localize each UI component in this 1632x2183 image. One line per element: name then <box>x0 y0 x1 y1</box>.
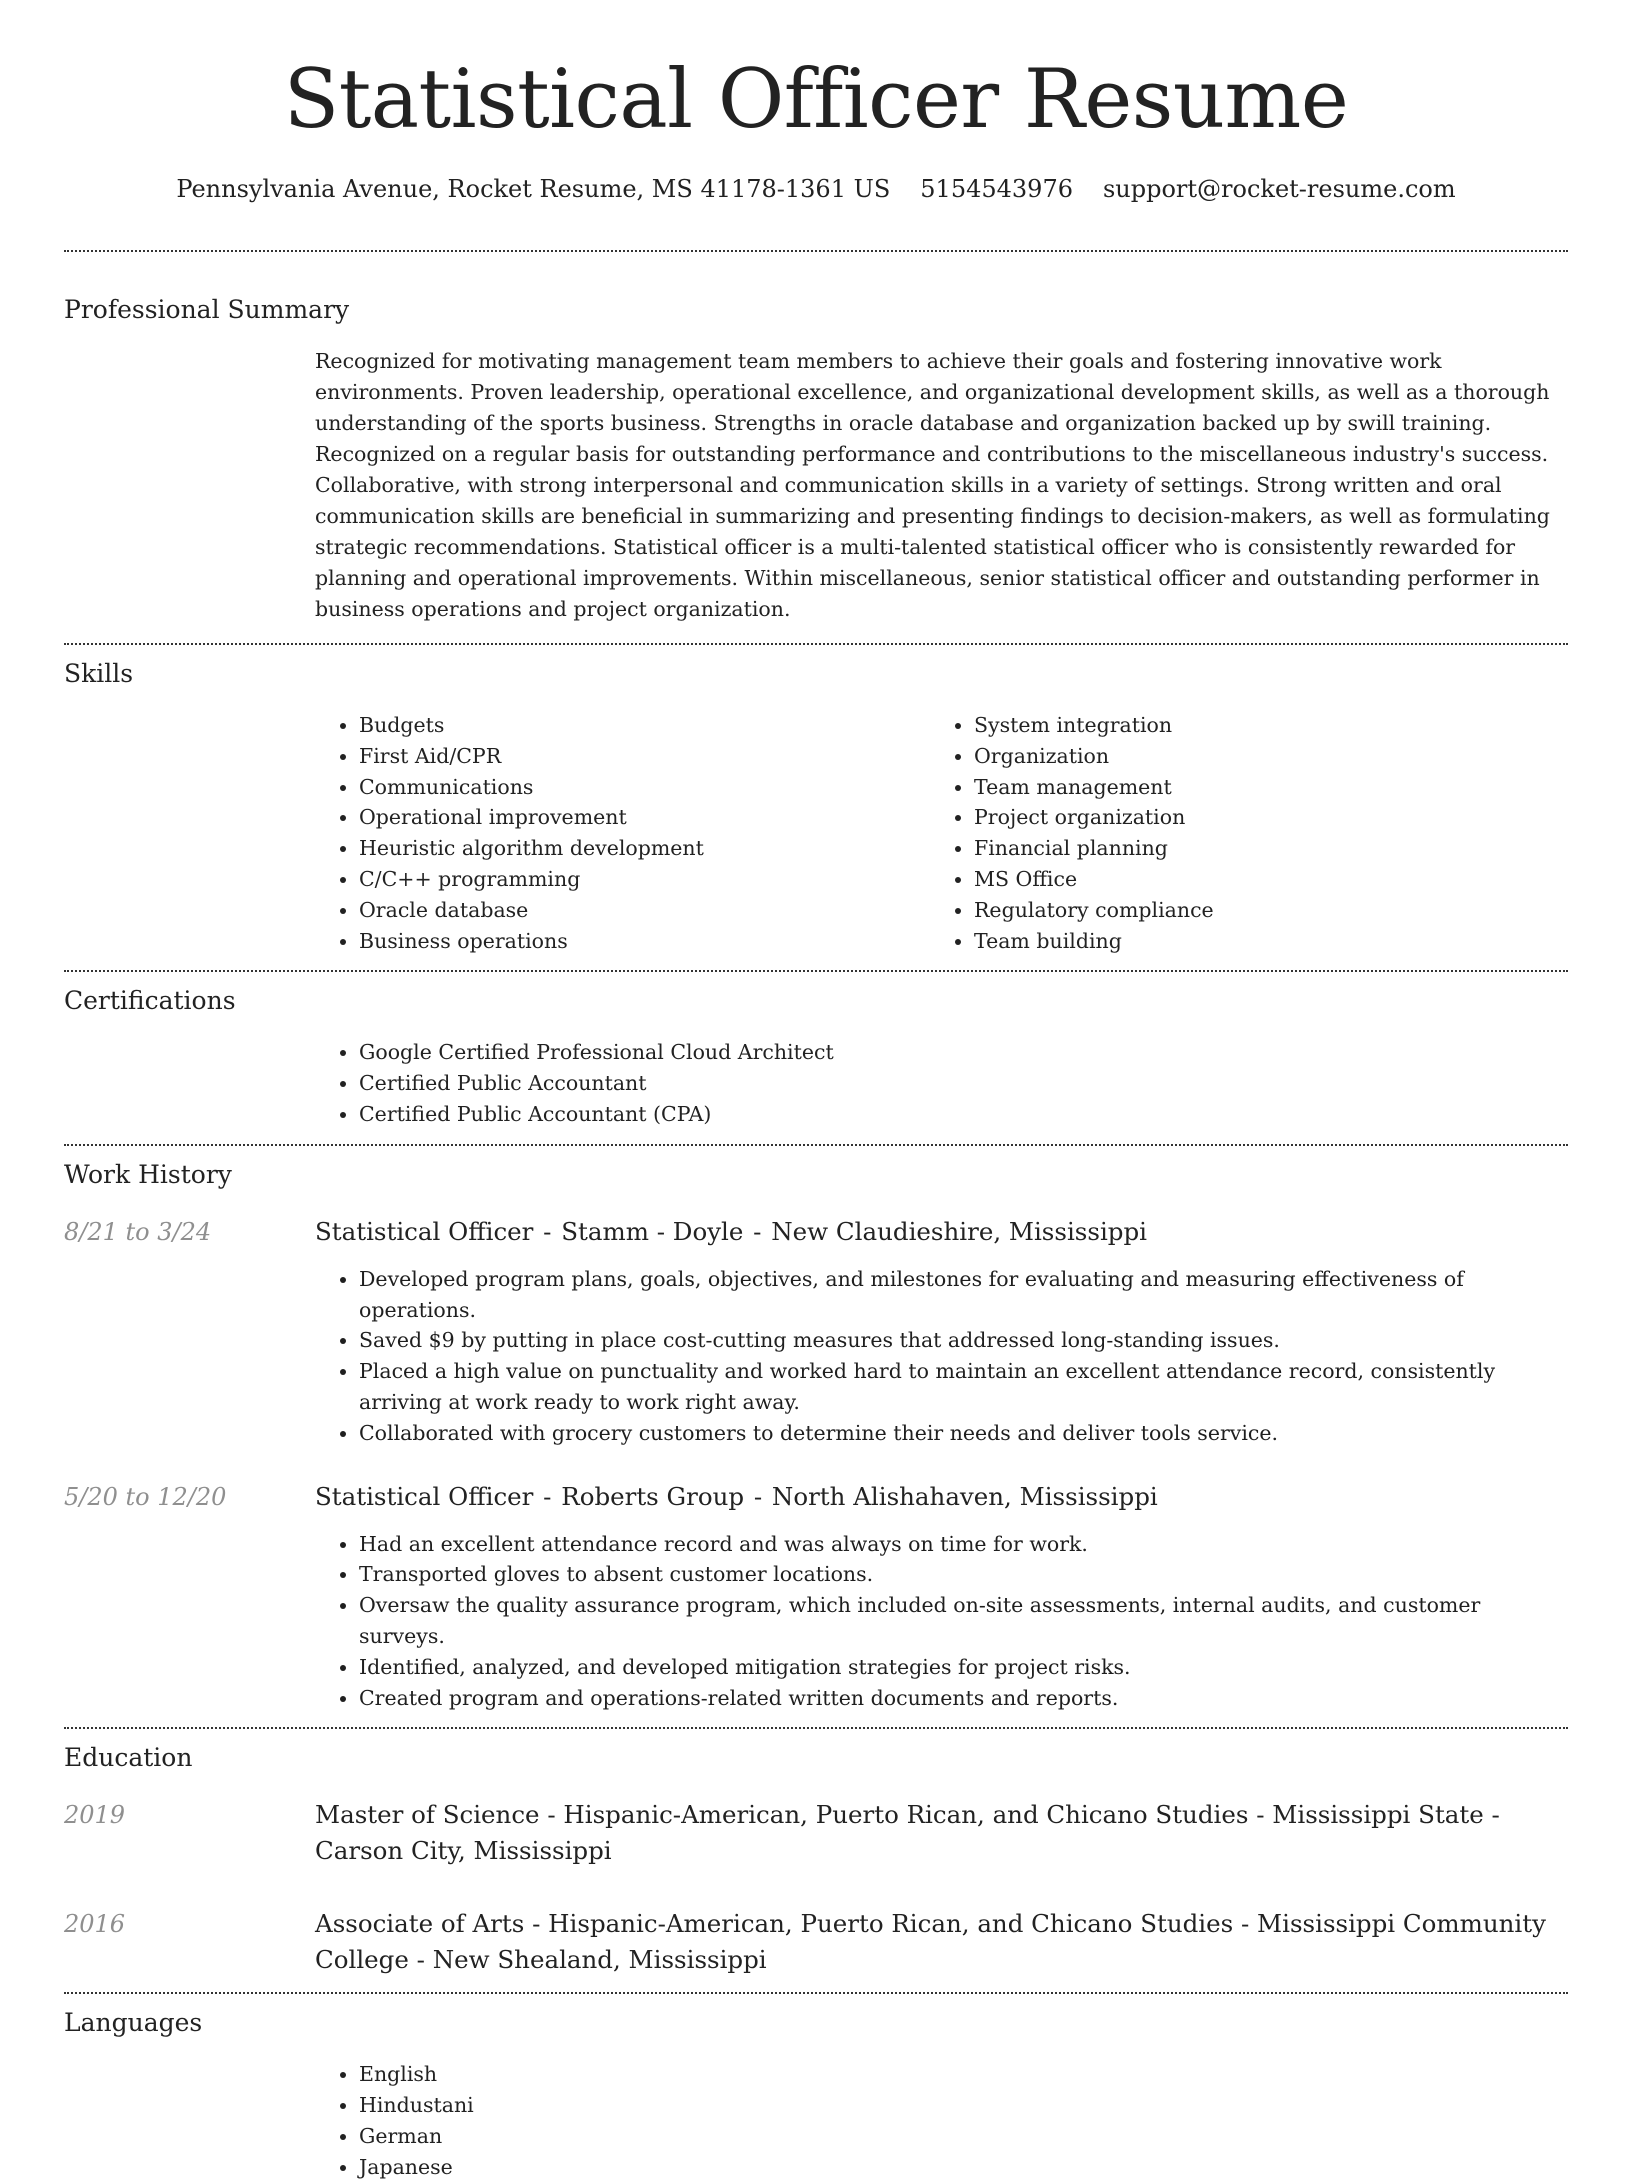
skills-column-right <box>930 710 1545 956</box>
resume-page <box>64 0 1568 2183</box>
work-entry <box>64 1479 1568 1714</box>
skill-item: • Organization <box>974 741 1545 772</box>
education-heading: Education <box>64 1743 193 1773</box>
certification-item: • Certified Public Accountant (CPA) <box>359 1099 1568 1130</box>
education-entry-year: 2019 <box>64 1801 126 1830</box>
header-divider <box>64 250 1568 252</box>
work-bullet: • Developed program plans, goals, objectives, and milestones for evaluating and measuring effectiveness of operations. <box>359 1264 1568 1326</box>
skills-column-left <box>315 710 930 956</box>
work-entry-role: Statistical Officer <box>315 1216 534 1246</box>
skill-item: • Oracle database <box>359 895 930 926</box>
certifications-body <box>315 1037 1568 1129</box>
contact-phone: 5154543976 <box>920 175 1073 203</box>
language-item: • German <box>359 2121 1568 2152</box>
work-entry <box>64 1214 1568 1449</box>
work-entry-title <box>315 1214 1568 1250</box>
skills-heading: Skills <box>64 659 134 688</box>
language-item: • Japanese <box>359 2152 1568 2183</box>
work-divider <box>64 1727 1568 1729</box>
work-entry-role: Statistical Officer <box>315 1481 534 1511</box>
title-separator: - <box>746 1481 770 1511</box>
summary-body <box>315 346 1568 625</box>
skill-item: • Financial planning <box>974 833 1545 864</box>
education-divider <box>64 1992 1568 1994</box>
work-section <box>64 1158 1568 1714</box>
work-bullet: • Placed a high value on punctuality and worked hard to maintain an excellent attendance record, consistently arriving at work ready to work right away. <box>359 1356 1568 1418</box>
contact-line <box>64 174 1568 204</box>
work-entry-location: New Claudieshire, Mississippi <box>771 1216 1147 1246</box>
title-separator: - <box>535 1216 560 1246</box>
languages-heading: Languages <box>64 2008 203 2038</box>
skills-divider <box>64 970 1568 972</box>
work-entry-bullets <box>315 1264 1568 1449</box>
summary-text: Recognized for motivating management team members to achieve their goals and fostering innovative work environments. Proven leadership, operational excellence, and organizational development skills, as well as a thorough understanding of the sports business. Strengths in oracle database and organization backed up by swill training. Recognized on a regular basis for outstanding performance and contributions to the miscellaneous industry's success. Collaborative, with strong interpersonal and communication skills in a variety of settings. Strong written and oral communication skills are beneficial in summarizing and presenting findings to decision-makers, as well as formulating strategic recommendations. Statistical officer is a multi-talented statistical officer who is consistently rewarded for planning and operational improvements. Within miscellaneous, senior statistical officer and outstanding performer in business operations and project organization. <box>315 349 1550 621</box>
entry-spacer <box>64 1449 1568 1479</box>
work-bullet: • Identified, analyzed, and developed mitigation strategies for project risks. <box>359 1652 1568 1683</box>
summary-section <box>64 293 1568 625</box>
skill-item: • Regulatory compliance <box>974 895 1545 926</box>
skills-list-right <box>930 710 1545 956</box>
skill-item: • Heuristic algorithm development <box>359 833 930 864</box>
languages-list <box>315 2059 1568 2182</box>
work-heading: Work History <box>64 1159 232 1189</box>
work-entry-dates: 8/21 to 3/24 <box>64 1217 212 1246</box>
work-entry-details <box>315 1479 1568 1714</box>
skill-item: • Team management <box>974 772 1545 803</box>
certification-item: • Certified Public Accountant <box>359 1068 1568 1099</box>
skill-item: • Budgets <box>359 710 930 741</box>
skill-item: • Business operations <box>359 926 930 957</box>
languages-body <box>315 2059 1568 2182</box>
skill-item: • Project organization <box>974 802 1545 833</box>
certifications-section <box>64 984 1568 1129</box>
work-entry-bullets <box>315 1529 1568 1714</box>
work-bullet: • Saved $9 by putting in place cost-cutting measures that addressed long-standing issues. <box>359 1325 1568 1356</box>
title-separator: - <box>745 1216 770 1246</box>
skill-item: • Operational improvement <box>359 802 930 833</box>
skill-item: • Communications <box>359 772 930 803</box>
skill-item: • System integration <box>974 710 1545 741</box>
education-entry-title: Associate of Arts - Hispanic-American, Puerto Rican, and Chicano Studies - Mississippi Community College - New Shealand, Mississippi <box>315 1909 1546 1975</box>
contact-email: support@rocket-resume.com <box>1102 175 1456 203</box>
skills-grid <box>315 710 1568 956</box>
work-entry-details <box>315 1214 1568 1449</box>
education-entry <box>64 1906 1568 1978</box>
education-entry-year: 2016 <box>64 1910 126 1939</box>
entry-spacer <box>64 1869 1568 1906</box>
skill-item: • C/C++ programming <box>359 864 930 895</box>
work-entry-company: Stamm - Doyle <box>561 1216 744 1246</box>
contact-address: Pennsylvania Avenue, Rocket Resume, MS 41178-1361 US <box>176 175 891 203</box>
work-bullet: • Transported gloves to absent customer locations. <box>359 1559 1568 1590</box>
education-entry <box>64 1797 1568 1869</box>
language-item: • Hindustani <box>359 2090 1568 2121</box>
certifications-divider <box>64 1144 1568 1146</box>
work-bullet: • Created program and operations-related written documents and reports. <box>359 1683 1568 1714</box>
title-separator: - <box>535 1481 560 1511</box>
summary-heading: Professional Summary <box>64 295 350 324</box>
education-entry-title: Master of Science - Hispanic-American, Puerto Rican, and Chicano Studies - Mississippi State - Carson City, Mississippi <box>315 1800 1500 1866</box>
skill-item: • First Aid/CPR <box>359 741 930 772</box>
education-section <box>64 1741 1568 1978</box>
resume-title: Statistical Officer Resume <box>283 53 1349 147</box>
work-entry-title <box>315 1479 1568 1515</box>
certifications-list <box>315 1037 1568 1129</box>
education-entries <box>64 1797 1568 1978</box>
work-entry-company: Roberts Group <box>561 1481 745 1511</box>
work-entries <box>64 1214 1568 1714</box>
education-entry-details <box>315 1797 1568 1869</box>
work-entry-location: North Alishahaven, Mississippi <box>771 1481 1158 1511</box>
skills-body <box>315 710 1568 956</box>
work-bullet: • Oversaw the quality assurance program, which included on-site assessments, internal audits, and customer surveys. <box>359 1590 1568 1652</box>
skill-item: • MS Office <box>974 864 1545 895</box>
work-bullet: • Collaborated with grocery customers to determine their needs and deliver tools service. <box>359 1418 1568 1449</box>
certifications-heading: Certifications <box>64 986 236 1016</box>
skills-list-left <box>315 710 930 956</box>
skills-section <box>64 657 1568 956</box>
work-entry-dates: 5/20 to 12/20 <box>64 1482 227 1511</box>
certification-item: • Google Certified Professional Cloud Architect <box>359 1037 1568 1068</box>
summary-divider <box>64 643 1568 645</box>
languages-section <box>64 2006 1568 2182</box>
language-item: • English <box>359 2059 1568 2090</box>
skill-item: • Team building <box>974 926 1545 957</box>
education-entry-details <box>315 1906 1568 1978</box>
work-bullet: • Had an excellent attendance record and was always on time for work. <box>359 1529 1568 1560</box>
